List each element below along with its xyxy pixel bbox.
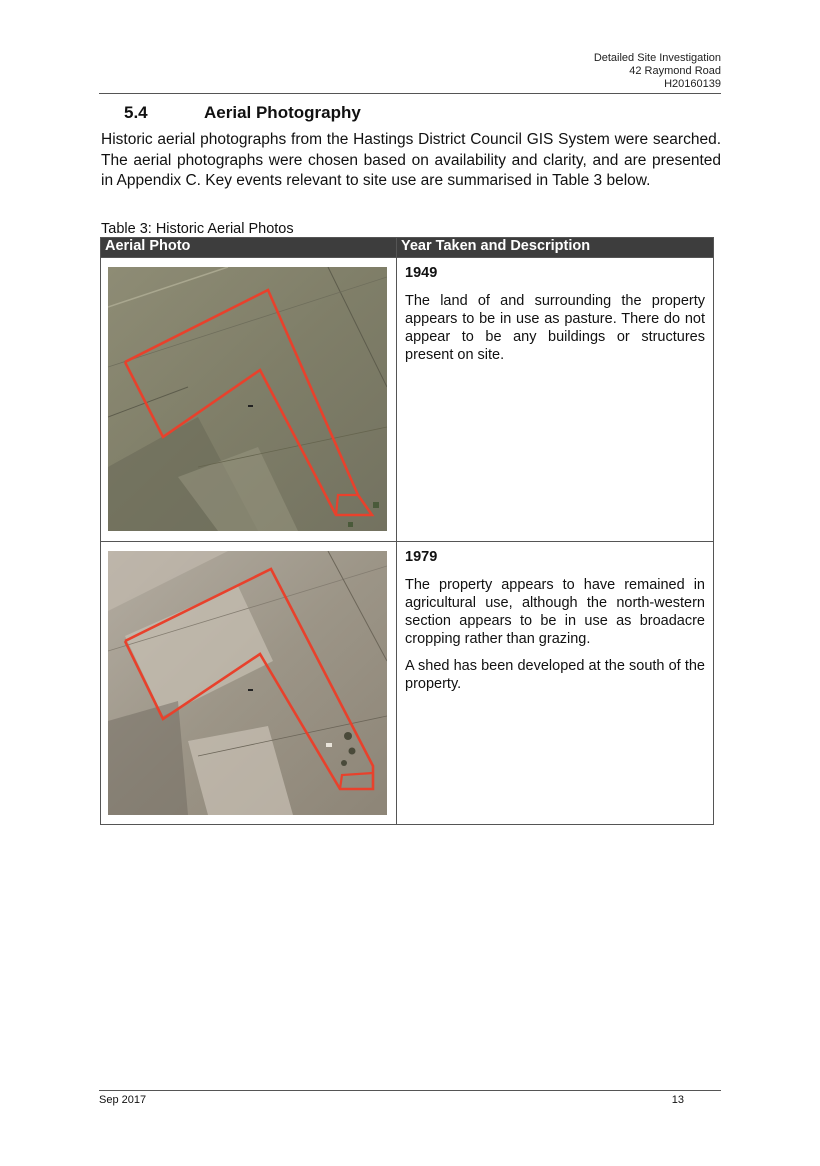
year-label: 1949 bbox=[405, 265, 438, 281]
description-text: The property appears to have remained in agricultural use, although the north-western section appears to be in use as broadacre cropping rather than grazing. bbox=[405, 577, 705, 647]
section-heading bbox=[124, 103, 361, 123]
intro-paragraph: Historic aerial photographs from the Hastings District Council GIS System were searched. The aerial photographs were chosen based on availability and clarity, and are presented in Appendix C. Key events relevant to site use are summarised in Table 3 below. bbox=[101, 131, 721, 189]
section-title: Aerial Photography bbox=[204, 103, 361, 122]
description-cell bbox=[397, 542, 714, 825]
header-rule bbox=[99, 93, 721, 94]
aerial-photo-1979 bbox=[108, 551, 387, 815]
section-number: 5.4 bbox=[124, 103, 148, 122]
description-text: The land of and surrounding the property appears to be in use as pasture. There do not appear to be any buildings or structures present on site. bbox=[405, 293, 705, 363]
photo-cell bbox=[101, 542, 397, 825]
description-cell bbox=[397, 258, 714, 542]
header-address: 42 Raymond Road bbox=[629, 65, 721, 77]
header-ref: H20160139 bbox=[664, 78, 721, 90]
table-row bbox=[101, 542, 714, 825]
year-label: 1979 bbox=[405, 549, 438, 565]
aerial-photo-1949 bbox=[108, 267, 387, 531]
footer-rule bbox=[99, 1090, 721, 1091]
footer-date: Sep 2017 bbox=[99, 1094, 147, 1106]
aerial-photos-table bbox=[100, 237, 714, 825]
column-header-description: Year Taken and Description bbox=[397, 238, 714, 258]
page-number: 13 bbox=[671, 1094, 684, 1106]
header-title: Detailed Site Investigation bbox=[593, 52, 721, 64]
column-header-photo: Aerial Photo bbox=[101, 238, 397, 258]
page-header bbox=[594, 52, 721, 91]
table-row bbox=[101, 258, 714, 542]
photo-cell bbox=[101, 258, 397, 542]
description-text: A shed has been developed at the south of the property. bbox=[405, 658, 705, 692]
table-caption: Table 3: Historic Aerial Photos bbox=[101, 221, 294, 237]
